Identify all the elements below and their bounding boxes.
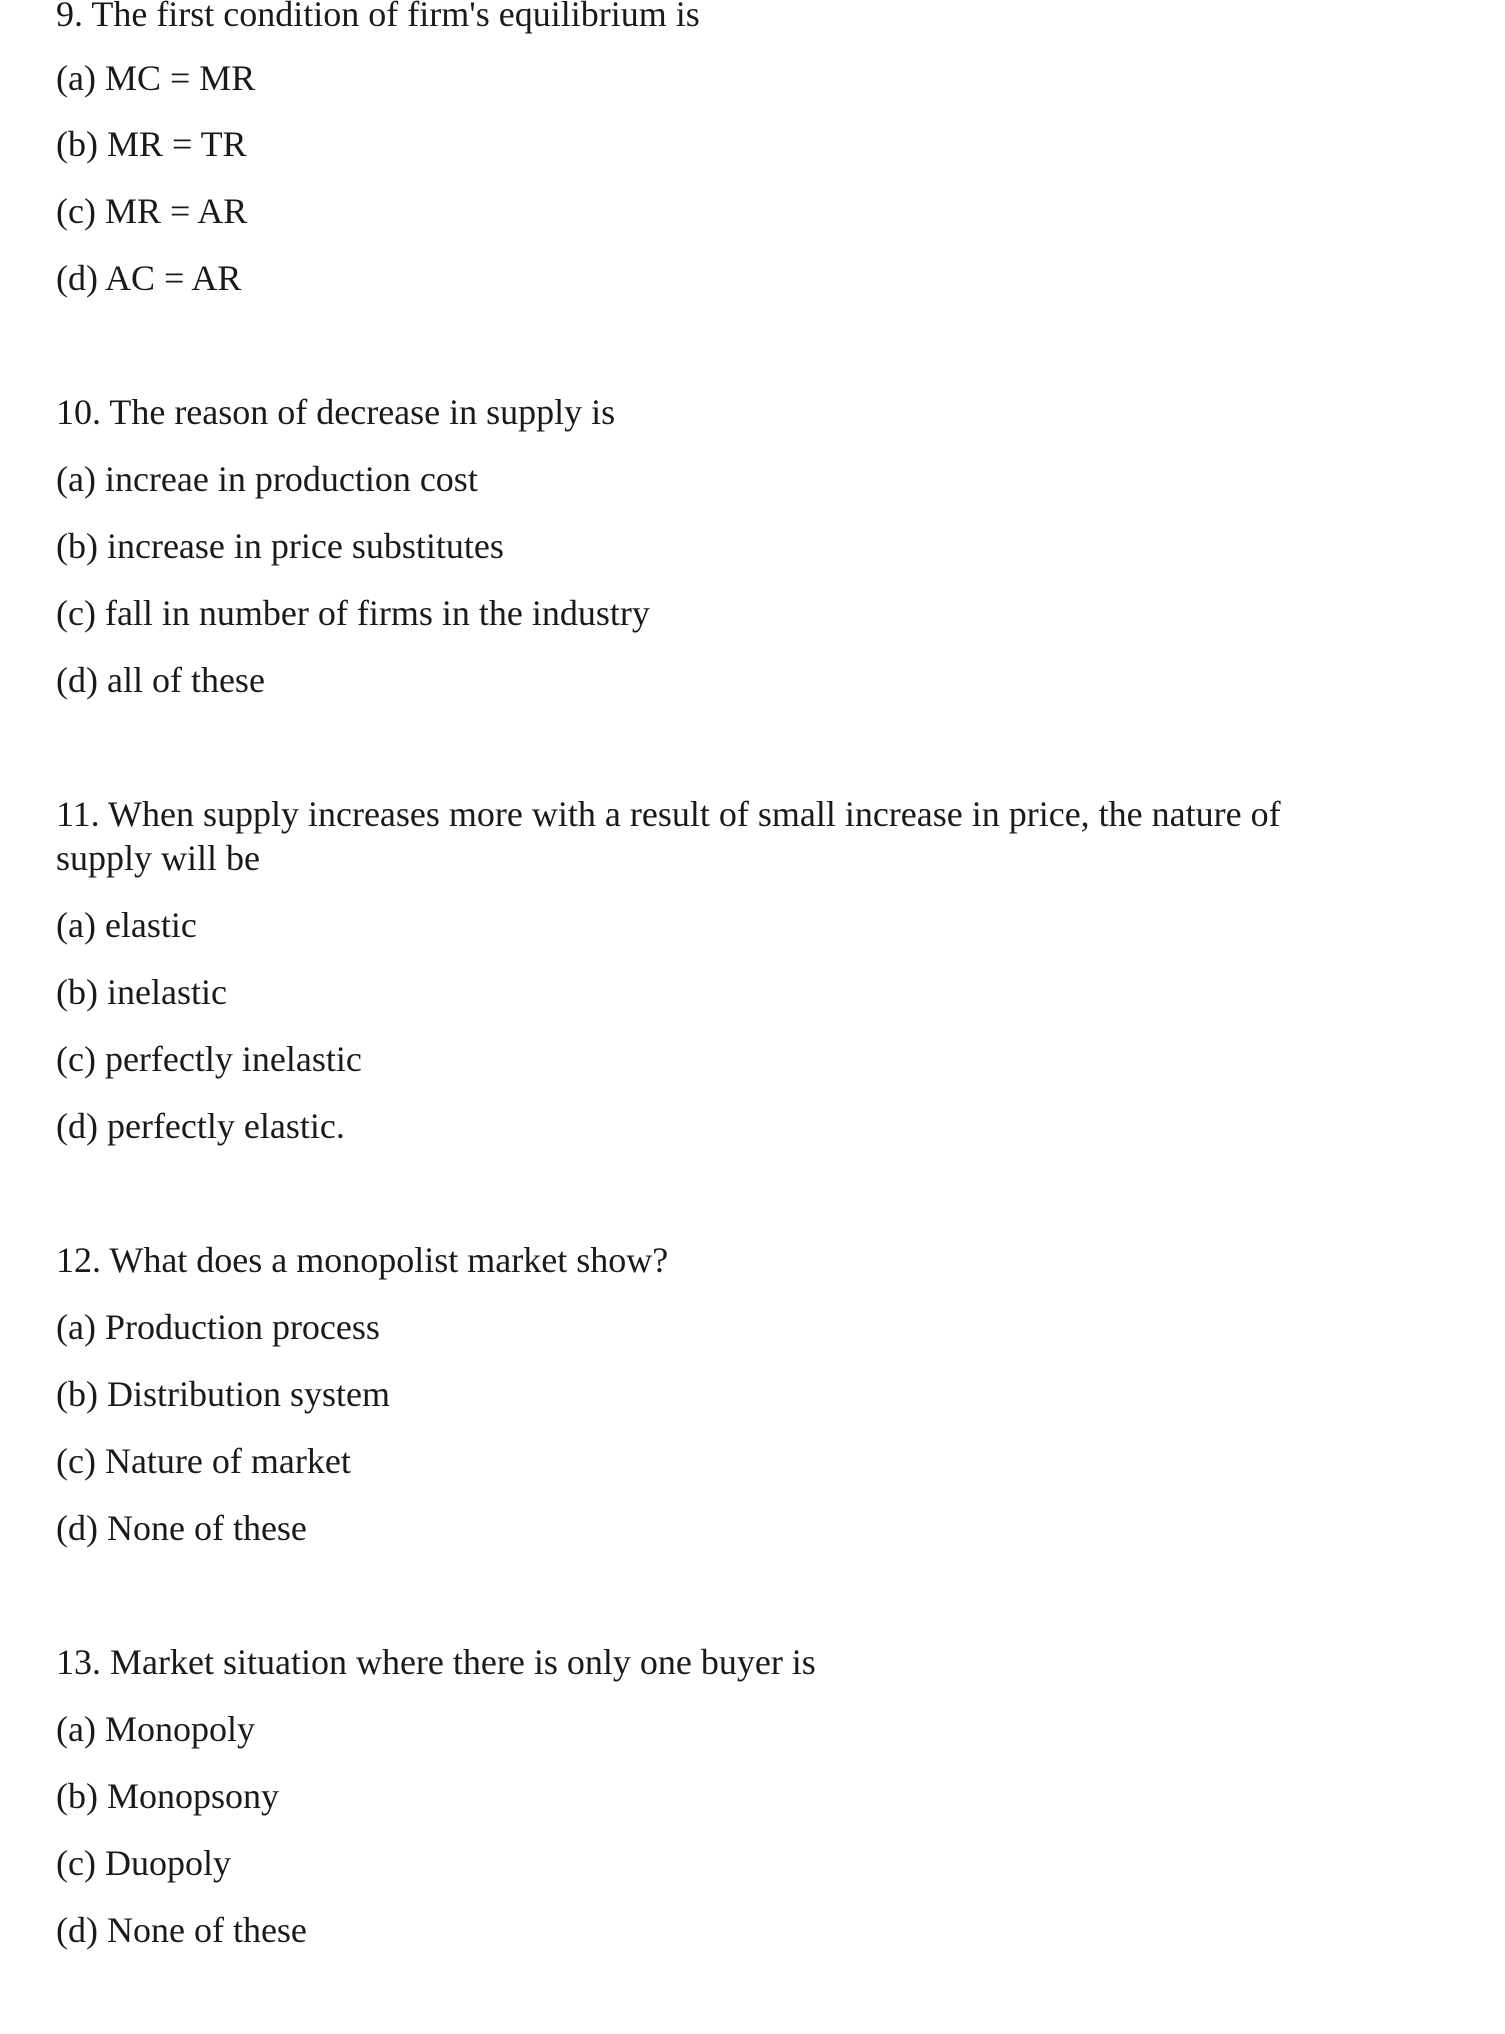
question-10-text: 10. The reason of decrease in supply is xyxy=(56,392,616,432)
question-12-option-b: (b) Distribution system xyxy=(56,1374,390,1414)
question-13-option-a: (a) Monopoly xyxy=(56,1709,255,1749)
question-11-option-c: (c) perfectly inelastic xyxy=(56,1039,362,1079)
question-12-option-c: (c) Nature of market xyxy=(56,1441,351,1481)
question-9-option-a: (a) MC = MR xyxy=(56,58,256,98)
question-12-text: 12. What does a monopolist market show? xyxy=(56,1240,669,1280)
question-13-option-d: (d) None of these xyxy=(56,1910,307,1950)
question-11-text-line-1: 11. When supply increases more with a result of small increase in price, the nature of xyxy=(56,794,1281,834)
question-12-option-d: (d) None of these xyxy=(56,1508,307,1548)
question-9-option-c: (c) MR = AR xyxy=(56,191,248,231)
question-10-option-c: (c) fall in number of firms in the industry xyxy=(56,593,650,633)
question-9-text: 9. The first condition of firm's equilibrium is xyxy=(56,0,700,34)
question-10-option-a: (a) increae in production cost xyxy=(56,459,478,499)
question-11-option-b: (b) inelastic xyxy=(56,972,227,1012)
question-11-option-a: (a) elastic xyxy=(56,905,197,945)
question-10-option-b: (b) increase in price substitutes xyxy=(56,526,504,566)
question-13-text: 13. Market situation where there is only one buyer is xyxy=(56,1642,816,1682)
question-9-option-b: (b) MR = TR xyxy=(56,124,247,164)
question-13-option-b: (b) Monopsony xyxy=(56,1776,279,1816)
question-10-option-d: (d) all of these xyxy=(56,660,265,700)
question-11-option-d: (d) perfectly elastic. xyxy=(56,1106,345,1146)
question-12-option-a: (a) Production process xyxy=(56,1307,380,1347)
question-9-option-d: (d) AC = AR xyxy=(56,258,242,298)
question-13-option-c: (c) Duopoly xyxy=(56,1843,231,1883)
question-11-text-line-2: supply will be xyxy=(56,838,260,878)
